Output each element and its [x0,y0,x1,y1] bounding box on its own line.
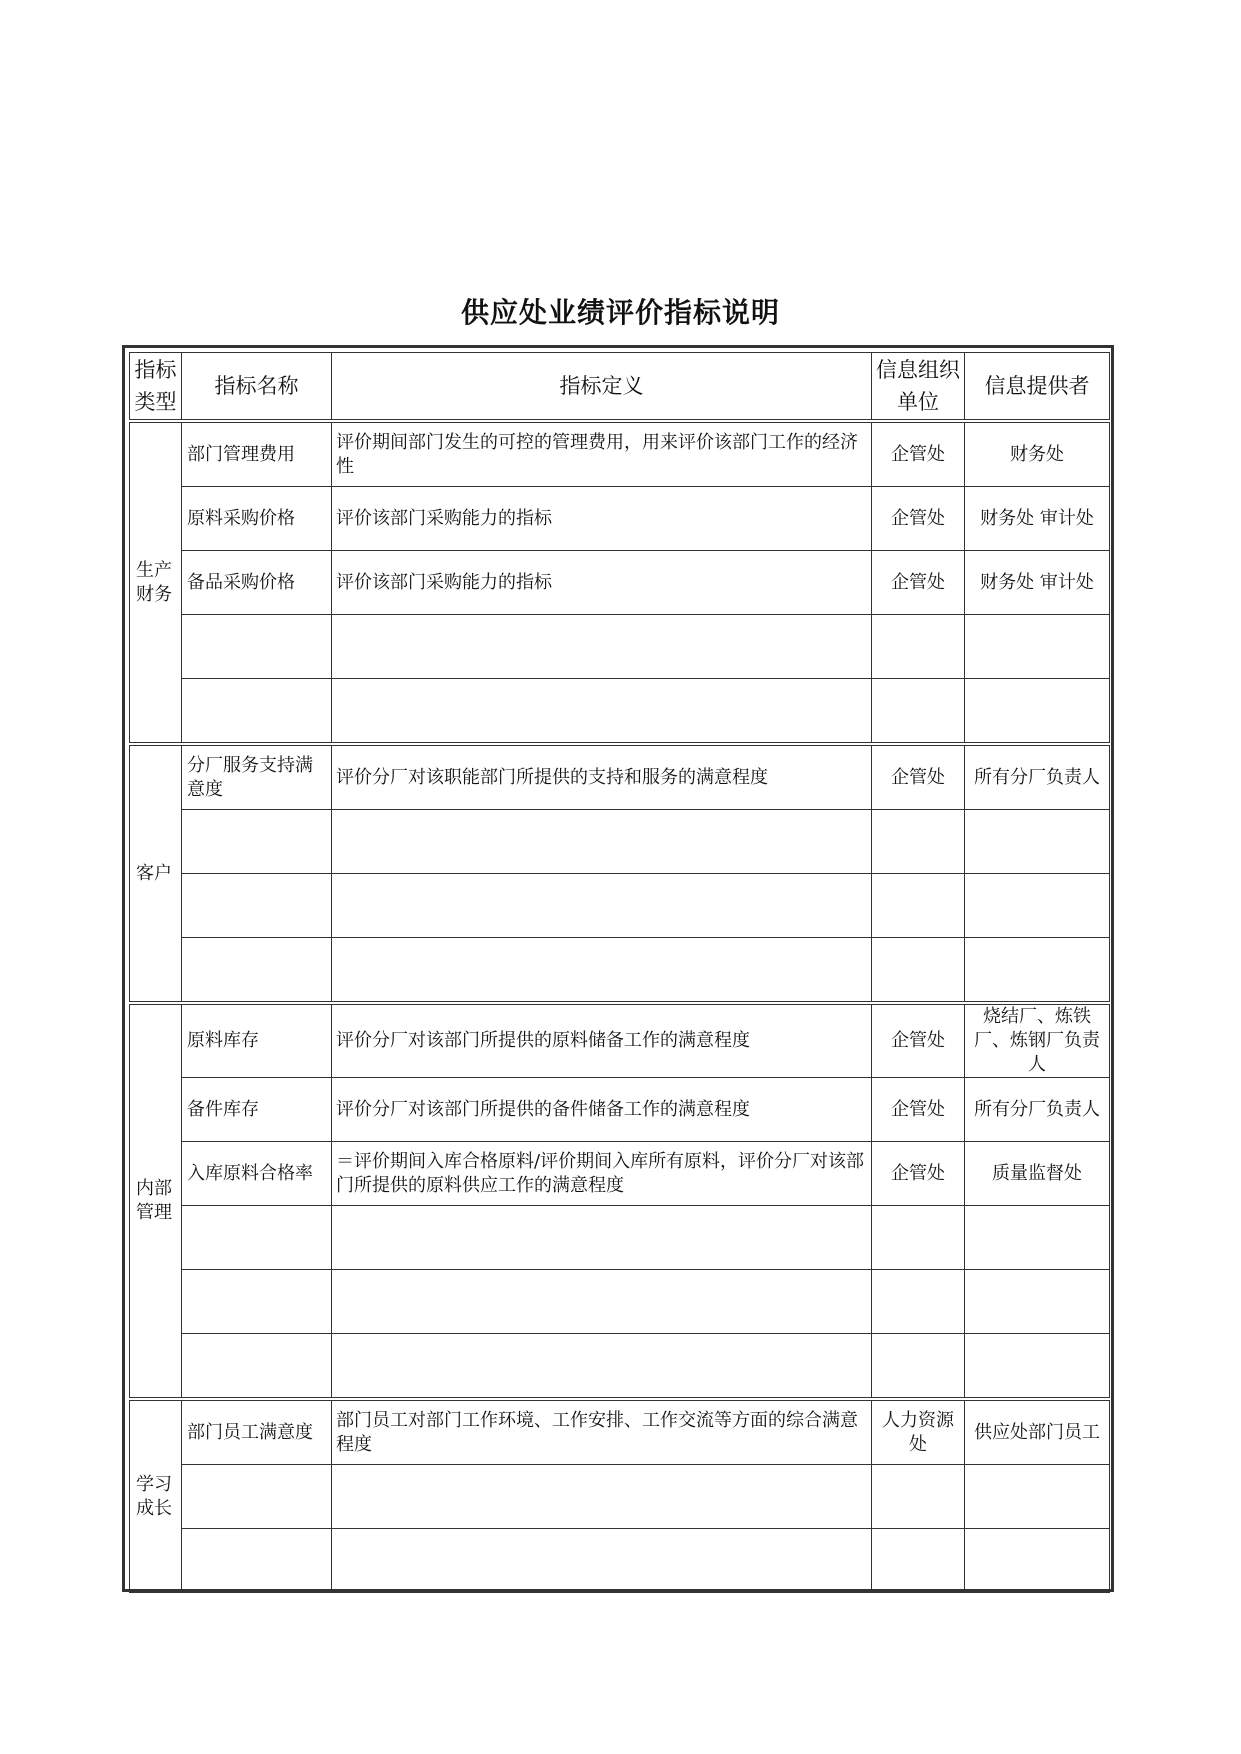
indicator-definition-cell: ＝评价期间入库合格原料/评价期间入库所有原料，评价分厂对该部门所提供的原料供应工作的满意程度 [332,1142,872,1206]
table-row [130,1142,1110,1206]
table-row [130,1270,1110,1334]
header-indicator-definition: 指标定义 [332,353,872,422]
info-organizer-cell [872,938,965,1004]
info-provider-cell [965,1529,1110,1593]
table-header-row [130,353,1110,422]
info-organizer-cell: 企管处 [872,1003,965,1078]
info-provider-cell [965,615,1110,679]
table-row [130,1529,1110,1593]
info-organizer-cell: 企管处 [872,1142,965,1206]
table-row [130,1078,1110,1142]
indicator-name-cell [182,1270,332,1334]
table-row [130,1206,1110,1270]
indicator-type-cell: 客户 [130,744,182,1003]
indicator-definition-cell [332,1465,872,1529]
indicator-definition-cell [332,679,872,745]
info-organizer-cell [872,1529,965,1593]
indicator-name-cell: 入库原料合格率 [182,1142,332,1206]
indicator-definition-cell [332,615,872,679]
info-organizer-cell: 企管处 [872,551,965,615]
indicator-definition-cell: 评价该部门采购能力的指标 [332,551,872,615]
indicator-definition-cell [332,810,872,874]
indicator-table [129,352,1110,1593]
indicator-type-cell: 生产财务 [130,421,182,744]
info-provider-cell [965,679,1110,745]
info-organizer-cell: 企管处 [872,421,965,487]
info-organizer-cell: 企管处 [872,1078,965,1142]
indicator-definition-cell: 部门员工对部门工作环境、工作安排、工作交流等方面的综合满意程度 [332,1399,872,1465]
info-organizer-cell: 企管处 [872,487,965,551]
page-title: 供应处业绩评价指标说明 [460,296,780,329]
indicator-name-cell: 部门员工满意度 [182,1399,332,1465]
info-provider-cell [965,1465,1110,1529]
header-indicator-type: 指标类型 [130,353,182,422]
indicator-type-cell: 学习成长 [130,1399,182,1593]
info-provider-cell: 财务处 审计处 [965,487,1110,551]
info-organizer-cell [872,679,965,745]
info-provider-cell [965,1270,1110,1334]
indicator-name-cell [182,938,332,1004]
indicator-definition-cell [332,1334,872,1400]
indicator-name-cell: 备品采购价格 [182,551,332,615]
table-row [130,1334,1110,1400]
info-provider-cell: 财务处 [965,421,1110,487]
table-row [130,1465,1110,1529]
table-row [130,938,1110,1004]
indicator-name-cell [182,615,332,679]
indicator-definition-cell [332,938,872,1004]
indicator-name-cell [182,1465,332,1529]
table-row [130,1399,1110,1465]
info-organizer-cell: 人力资源处 [872,1399,965,1465]
indicator-definition-cell [332,1270,872,1334]
indicator-type-cell: 内部管理 [130,1003,182,1399]
indicator-definition-cell: 评价分厂对该部门所提供的备件储备工作的满意程度 [332,1078,872,1142]
indicator-name-cell [182,1334,332,1400]
indicator-name-cell [182,679,332,745]
table-row [130,487,1110,551]
info-provider-cell: 财务处 审计处 [965,551,1110,615]
indicator-definition-cell [332,874,872,938]
info-provider-cell: 所有分厂负责人 [965,744,1110,810]
info-provider-cell: 质量监督处 [965,1142,1110,1206]
info-organizer-cell [872,810,965,874]
table-row [130,744,1110,810]
indicator-definition-cell: 评价分厂对该职能部门所提供的支持和服务的满意程度 [332,744,872,810]
info-organizer-cell [872,1270,965,1334]
indicator-name-cell: 原料库存 [182,1003,332,1078]
header-info-organizer: 信息组织单位 [872,353,965,422]
info-organizer-cell [872,615,965,679]
header-indicator-name: 指标名称 [182,353,332,422]
info-provider-cell [965,1334,1110,1400]
indicator-name-cell [182,874,332,938]
table-row [130,874,1110,938]
indicator-name-cell: 部门管理费用 [182,421,332,487]
info-provider-cell [965,810,1110,874]
info-provider-cell: 烧结厂、炼铁厂、炼钢厂负责人 [965,1003,1110,1078]
indicator-definition-cell: 评价分厂对该部门所提供的原料储备工作的满意程度 [332,1003,872,1078]
info-provider-cell [965,938,1110,1004]
indicator-definition-cell: 评价期间部门发生的可控的管理费用，用来评价该部门工作的经济性 [332,421,872,487]
table-row [130,679,1110,745]
indicator-name-cell: 分厂服务支持满意度 [182,744,332,810]
info-organizer-cell [872,1334,965,1400]
indicator-definition-cell [332,1206,872,1270]
indicator-table-frame [122,345,1114,1592]
info-provider-cell [965,874,1110,938]
indicator-name-cell: 备件库存 [182,1078,332,1142]
table-row [130,421,1110,487]
info-provider-cell: 所有分厂负责人 [965,1078,1110,1142]
indicator-name-cell [182,1529,332,1593]
indicator-name-cell [182,1206,332,1270]
header-info-provider: 信息提供者 [965,353,1110,422]
indicator-name-cell: 原料采购价格 [182,487,332,551]
indicator-definition-cell: 评价该部门采购能力的指标 [332,487,872,551]
info-provider-cell [965,1206,1110,1270]
table-row [130,615,1110,679]
info-organizer-cell [872,1465,965,1529]
table-row [130,1003,1110,1078]
indicator-definition-cell [332,1529,872,1593]
info-provider-cell: 供应处部门员工 [965,1399,1110,1465]
indicator-name-cell [182,810,332,874]
info-organizer-cell [872,1206,965,1270]
table-row [130,810,1110,874]
info-organizer-cell [872,874,965,938]
table-row [130,551,1110,615]
info-organizer-cell: 企管处 [872,744,965,810]
